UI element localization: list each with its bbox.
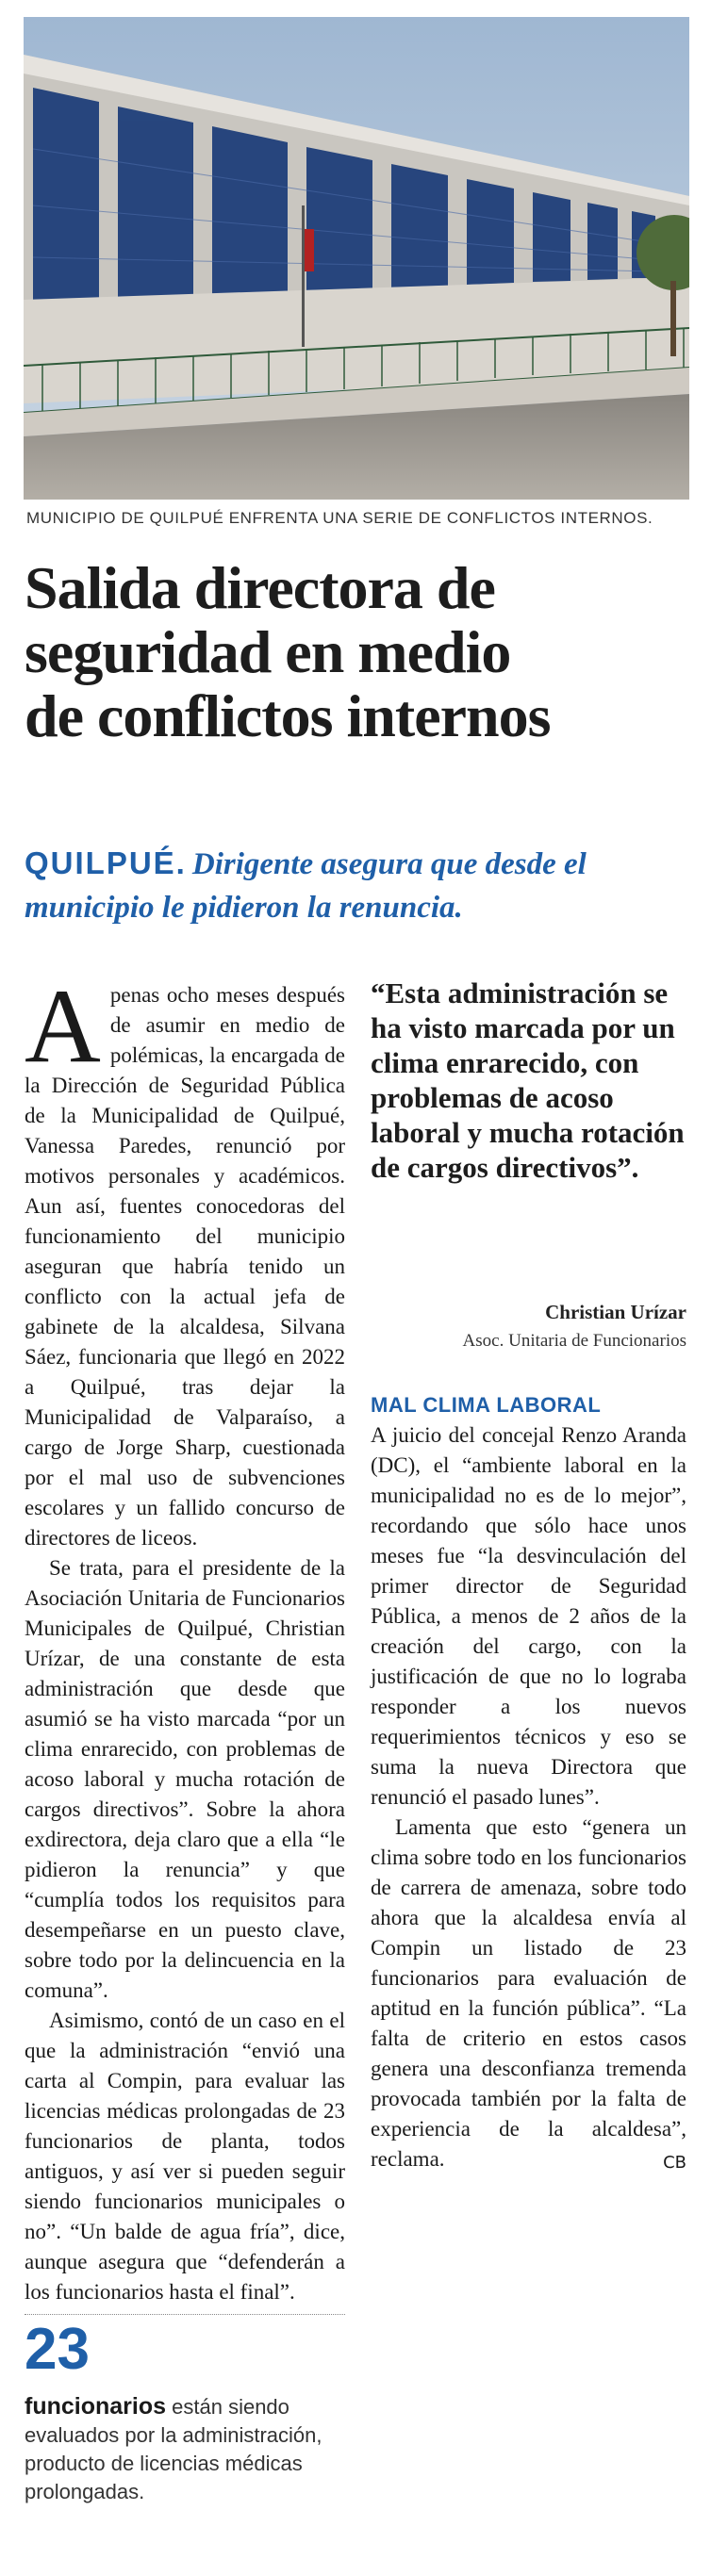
lead-text: Dirigente asegura que desde el municipio le pidieron la renuncia.: [25, 847, 587, 925]
stat-divider: [25, 2314, 345, 2316]
body-paragraph-1-text: penas ocho meses después de asumir en medio de polémicas, la encargada de la Dirección de Seguridad Pública de la Municipalidad de Quilpué, Vanessa Paredes, renunció por motivos personales y académicos. Aun así, fuentes conocedoras del funcionamiento del municipio aseguran que habría tenido un conflicto con la actual jefa de gabinete de la alcaldesa, Silvana Sáez, funcionaria que llegó en 2022 a Quilpué, tras dejar la Municipalidad de Valparaíso, a cargo de Jorge Sharp, cuestionada por el mal uso de subvenciones escolares y un fallido concurso de directores de liceos.: [25, 983, 345, 1550]
photo-caption: MUNICIPIO DE QUILPUÉ ENFRENTA UNA SERIE DE CONFLICTOS INTERNOS.: [26, 509, 653, 527]
quote-author-name: Christian Urízar: [545, 1301, 686, 1323]
stat-description: [25, 2392, 350, 2506]
lead-kicker: QUILPUÉ.: [25, 845, 187, 880]
body-column-left: [25, 968, 345, 2307]
headline: [25, 556, 694, 748]
end-mark-icon: CB: [663, 2153, 686, 2173]
body-paragraph-3: Asimismo, contó de un caso en el que la administración “envió una carta al Compin, para evaluar las licencias médicas prolongadas de 23 funcionarios de planta, todos antiguos, y así ver si pueden seguir siendo funcionarios municipales o no”. “Un balde de agua fría”, dice, aunque asegura que “defenderán a los funcionarios hasta el final”.: [25, 2009, 345, 2304]
body-paragraph-2: Se trata, para el presidente de la Asociación Unitaria de Funcionarios Municipales de Quilpué, Christian Urízar, de una constante de esta administración que desde que asumió se ha visto marcada “por un clima enrarecido, con problemas de acoso laboral y mucha rotación de cargos directivos”. Sobre la ahora exdirectora, deja claro que a ella “le pidieron la renuncia” y que “cumplía todos los requisitos para desempeñarse en un puesto clave, sobre todo por la delincuencia en la comuna”.: [25, 1556, 345, 2002]
pull-quote: “Esta administración se ha visto marcada por un clima enrarecido, con problemas de acoso laboral y mucha rotación de cargos directivos”.: [371, 976, 685, 1184]
body-paragraph-5: [371, 1813, 686, 2174]
quote-author-role: Asoc. Unitaria de Funcionarios: [462, 1331, 686, 1351]
stat-label: funcionarios: [25, 2393, 167, 2420]
stat-text: están siendo evaluados por la administración, producto de licencias médicas prolongadas.: [25, 2395, 322, 2503]
body-column-right: [371, 1390, 686, 2178]
body-paragraph-4: A juicio del concejal Renzo Aranda (DC), el “ambiente laboral en la municipalidad no es de lo mejor”, recordando que sólo hace unos meses fue “la desvinculación del primer director de Seguridad Pública, a menos de 2 años de la creación del cargo, con la justificación de que no lo lograba responder a los nuevos requerimientos técnicos y eso se suma la nueva Directora que renunció el pasado lunes”.: [371, 1423, 686, 1809]
headline-line-1: Salida directora de: [25, 554, 495, 621]
subhead: MAL CLIMA LABORAL: [371, 1393, 602, 1417]
headline-line-3: de conflictos internos: [25, 682, 551, 749]
lead-paragraph: [25, 842, 694, 929]
body-paragraph-5-text: Lamenta que esto “genera un clima sobre todo en los funcionarios de carrera de amenaza, sobre todo ahora que la alcaldesa envía al Compin un listado de 23 funcionarios para evaluación de aptitud en la función pública”. “La falta de criterio en estos casos genera una desconfianza tremenda provocada también por la falta de experiencia de la alcaldesa”, reclama.: [371, 1815, 686, 2171]
headline-line-2: seguridad en medio: [25, 618, 511, 685]
dropcap: A: [25, 968, 101, 1085]
municipal-building-photo: [24, 17, 689, 500]
body-paragraph-1: [25, 968, 345, 1553]
stat-number: 23: [25, 2317, 90, 2382]
